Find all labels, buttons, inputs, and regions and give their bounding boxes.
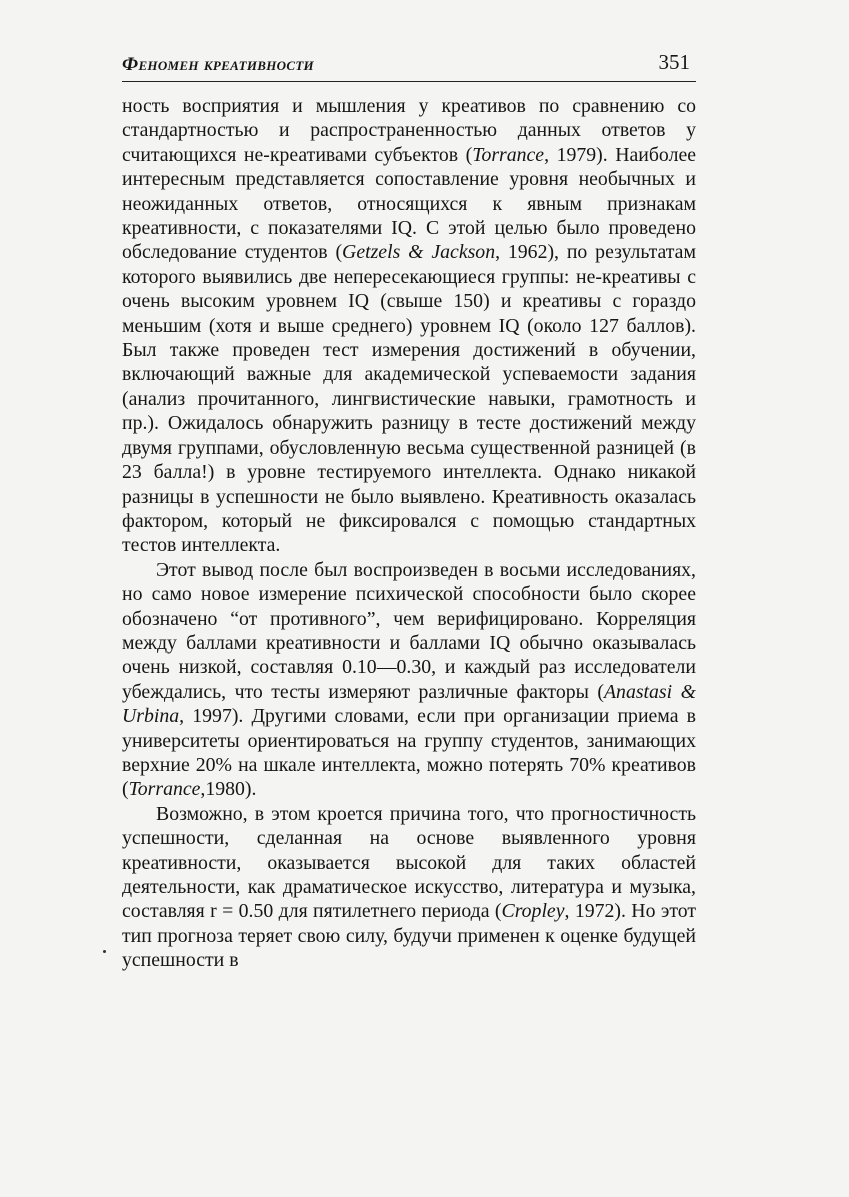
paragraph: ность восприятия и мышления у креативов по сравнению со стандартностью и распространенностью данных ответов у считающихся не-креативами субъектов (Torrance, 1979). Наиболее интересным представляется сопоставление уровня необычных и неожиданных ответов, относящихся к явным признакам креативности, с показателями IQ. С этой целью было проведено обследование студентов (Getzels & Jackson, 1962), по результатам которого выявились две непересекающиеся группы: не-креативы с очень высоким уровнем IQ (свыше 150) и креативы с гораздо меньшим (хотя и выше среднего) уровнем IQ (около 127 баллов). Был также проведен тест измерения достижений в обучении, включающий важные для академической успеваемости задания (анализ прочитанного, лингвистические навыки, грамотность и пр.). Ожидалось обнаружить разницу в тесте достижений между двумя группами, обусловленную весьма существенной разницей (в 23 балла!) в уровне тестируемого интеллекта. Однако никакой разницы в успешности не было выявлено. Креативность оказалась фактором, который не фиксировался с помощью стандартных тестов интеллекта. (122, 95, 696, 557)
body-text (122, 94, 696, 973)
margin-mark (103, 950, 106, 953)
paragraph: Этот вывод после был воспроизведен в восьми исследованиях, но само новое измерение психической способности было скорее обозначено “от противного”, чем верифицировано. Корреляция между баллами креативности и баллами IQ обычно оказывалась очень низкой, составляя 0.10—0.30, и каждый раз исследователи убеждались, что тесты измеряют различные факторы (Anastasi & Urbina, 1997). Другими словами, если при организации приема в университеты ориентироваться на группу студентов, занимающих верхние 20% на шкале интеллекта, можно потерять 70% креативов (Torrance,1980). (122, 558, 696, 801)
running-title: Феномен креативности (122, 54, 314, 75)
header-rule (122, 81, 696, 82)
paragraph: Возможно, в этом кроется причина того, что прогностичность успешности, сделанная на основе выявленного уровня креативности, оказывается высокой для таких областей деятельности, как драматическое искусство, литература и музыка, составляя r = 0.50 для пятилетнего периода (Cropley, 1972). Но этот тип прогноза теряет свою силу, будучи применен к оценке будущей успешности в (122, 802, 697, 972)
page-number: 351 (658, 50, 690, 74)
page-header (122, 50, 696, 80)
